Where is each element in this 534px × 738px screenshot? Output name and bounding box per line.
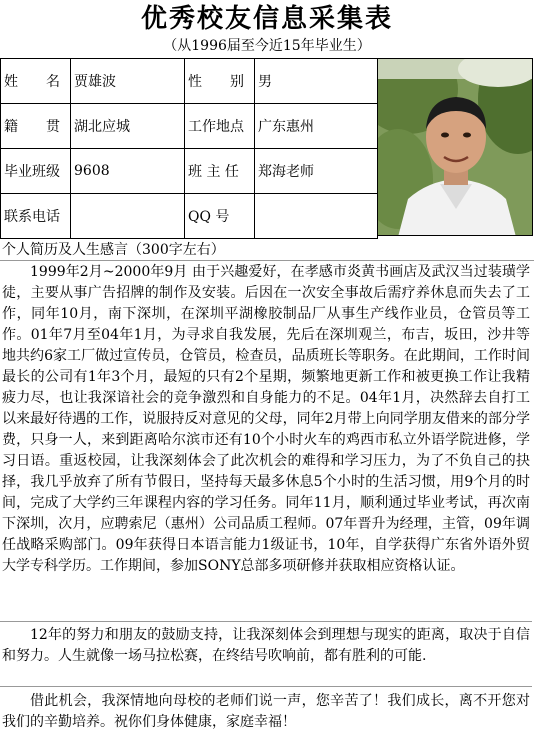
reflection-paragraph: 12年的努力和朋友的鼓励支持，让我深刻体会到理想与现实的距离，取决于自信和努力。人生就像一场马拉松赛，在终结号吹响前，都有胜利的可能. [0, 625, 532, 687]
gender-label: 性 别 [185, 59, 255, 104]
resume-paragraph: 1999年2月~2000年9月 由于兴趣爱好，在孝感市炎黄书画店及武汉当过装璜学徒，主要从事广告招牌的制作及安装。后因在一次安全事故后需疗养休息而失去了工作，同年10月，南下深圳，在深圳平湖橡胶制品厂从事生产线作业员，仓管员等工作。01年7月至04年1月，为寻求自我发展，先后在深圳观兰，布吉，坂田，沙井等地共约6家工厂做过宣传员，仓管员，检查员，品质班长等职务。在此期间，工作时间最长的公司有1年3个月，最短的只有2个星期，频繁地更新工作和被更换工作让我精疲力尽，也让我深谙社会的竞争激烈和自身能力的不足。04年1月，决然辞去自打工以来最好待遇的工作，说服持反对意见的父母，同年2月带上向同学朋友借来的部分学费，只身一人，来到距离哈尔滨市还有10个小时火车的鸡西市私立外语学院进修，学习日语。重返校园，让我深刻体会了此次机会的难得和学习压力，为了不负自己的抉择，我几乎放弃了所有节假日，坚持每天最多休息5个小时的生活习惯，用9个月的时间，完成了大学约三年课程内容的学习任务。同年11月，顺利通过毕业考试，再次南下深圳，次月，应聘索尼（惠州）公司品质工程师。07年晋升为经理，主管，09年调任战略采购部门。09年获得日本语言能力1级证书，10年，自学获得广东省外语外贸大学专科学历。工作期间，参加SONY总部多项研修并获取相应资格认证。 [0, 262, 532, 622]
table-row [1, 104, 378, 149]
class-label: 毕业班级 [1, 149, 71, 194]
profile-photo [377, 58, 533, 236]
phone-label: 联系电话 [1, 194, 71, 239]
class-value: 9608 [71, 149, 185, 194]
page-title: 优秀校友信息采集表 [140, 4, 393, 34]
teacher-label: 班 主 任 [185, 149, 255, 194]
workplace-label: 工作地点 [185, 104, 255, 149]
table-row [1, 59, 378, 104]
qq-label: QQ 号 [185, 194, 255, 239]
portrait-image [378, 59, 533, 236]
qq-value [255, 194, 378, 239]
info-table [0, 58, 378, 239]
origin-label: 籍 贯 [1, 104, 71, 149]
gender-value: 男 [255, 59, 378, 104]
origin-value: 湖北应城 [71, 104, 185, 149]
page-subtitle: （从1996届至今近15年毕业生） [163, 38, 371, 54]
phone-value [71, 194, 185, 239]
name-label: 姓 名 [1, 59, 71, 104]
workplace-value: 广东惠州 [255, 104, 378, 149]
table-row [1, 194, 378, 239]
teacher-value: 郑海老师 [255, 149, 378, 194]
table-row [1, 149, 378, 194]
section-title: 个人简历及人生感言（300字左右） [0, 239, 534, 261]
thanks-paragraph: 借此机会，我深情地向母校的老师们说一声，您辛苦了！我们成长，离不开您对我们的辛勤培养。祝你们身体健康，家庭幸福！ [2, 693, 530, 730]
name-value: 贾雄波 [71, 59, 185, 104]
